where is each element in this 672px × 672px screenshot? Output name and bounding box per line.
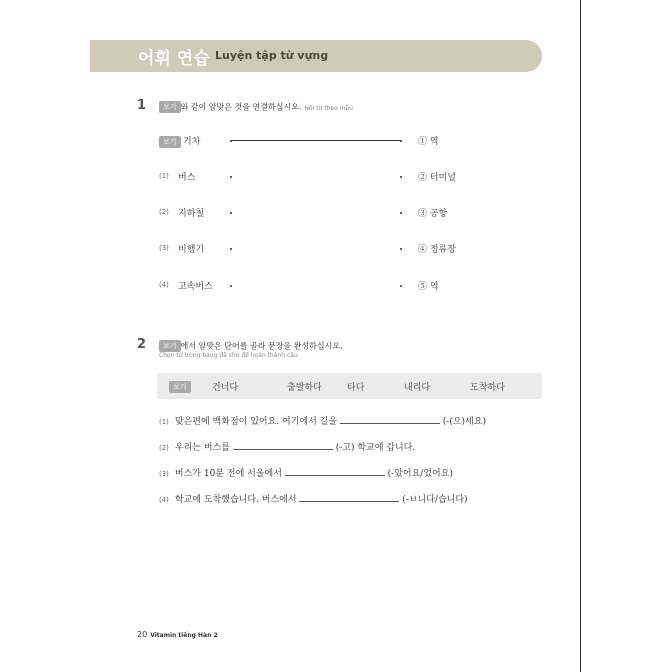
match-row-number: (2) [159,208,169,216]
match-left-dot[interactable] [230,176,232,178]
sentence-after: (-ㅂ니다/습니다) [402,495,468,505]
match-left-word: 고속버스 [178,282,213,292]
match-left-dot[interactable] [230,285,232,287]
sentence-number: (4) [159,496,169,504]
example-connect-line [231,140,401,141]
example-badge: 보기 [159,101,181,113]
match-row-number: (3) [159,244,169,252]
match-right-dot[interactable] [400,176,402,178]
word-bank-item: 내리다 [404,383,431,393]
sentence-item [159,492,468,505]
sentence-before: 버스가 10분 전에 서울에서 [174,469,282,479]
word-bank-item: 출발하다 [287,383,322,393]
match-right-word: ⑤ 역 [418,282,439,292]
match-row-number: (4) [159,281,169,289]
question-2-instruction-text: 에서 알맞은 단어를 골라 문장을 완성하십시오. [180,341,343,351]
match-right-word: ③ 공항 [418,209,448,219]
answer-blank[interactable] [285,466,385,476]
example-right-dot [400,140,402,142]
sentence-before: 우리는 버스를 [174,443,230,453]
match-left-word: 비행기 [178,245,205,255]
word-bank-item: 타다 [347,383,365,393]
answer-blank[interactable] [233,440,333,450]
sentence-after: (-(으)세요) [442,417,486,427]
question-1-instruction-vi: Nối từ theo mẫu [304,104,353,112]
example-badge: 보기 [159,340,181,352]
header-title-ko: 어휘 연습 [138,49,210,69]
question-2-number: 2 [137,337,147,352]
match-right-word: ② 터미널 [418,173,456,183]
sentence-item [159,440,415,453]
word-bank-item: 도착하다 [470,383,505,393]
sentence-before: 맞은편에 백화점이 있어요. 여기에서 길을 [174,417,338,427]
header-title-vi: Luyện tập từ vựng [215,49,329,62]
sentence-item [159,466,453,479]
answer-blank[interactable] [299,492,399,502]
question-2-instruction [159,340,343,352]
question-2-instruction-vi: Chọn từ trong bảng đã cho để hoàn thành câu [159,352,298,359]
example-right-word: ① 역 [418,137,439,147]
sentence-after: (-았어요/었어요) [387,469,453,479]
word-bank-box [157,373,542,399]
page-number: 20 [137,630,148,639]
question-1-number: 1 [137,98,147,113]
match-left-word: 버스 [178,173,196,183]
page-edge-divider [580,0,581,672]
question-1-instruction-text: 와 같이 알맞은 것을 연결하십시오. [180,102,302,112]
match-left-dot[interactable] [230,212,232,214]
question-1-instruction [159,101,353,113]
match-right-word: ④ 정류장 [418,245,456,255]
example-label: 보기 [159,136,181,148]
match-right-dot[interactable] [400,248,402,250]
word-bank-item: 건너다 [212,383,239,393]
sentence-number: (2) [159,444,169,452]
match-right-dot[interactable] [400,285,402,287]
sentence-number: (1) [159,418,169,426]
match-left-word: 지하철 [178,209,205,219]
word-bank-label: 보기 [169,381,191,393]
sentence-after: (-고) 학교에 갑니다. [335,443,416,453]
book-title: Vitamin tiếng Hàn 2 [150,632,218,639]
sentence-number: (3) [159,470,169,478]
match-right-dot[interactable] [400,212,402,214]
section-header [90,40,542,72]
match-left-dot[interactable] [230,248,232,250]
page-footer [137,630,218,639]
answer-blank[interactable] [340,414,440,424]
sentence-before: 학교에 도착했습니다. 버스에서 [174,495,297,505]
match-row-number: (1) [159,172,169,180]
example-left-word: 기차 [183,137,201,147]
sentence-item [159,414,486,427]
